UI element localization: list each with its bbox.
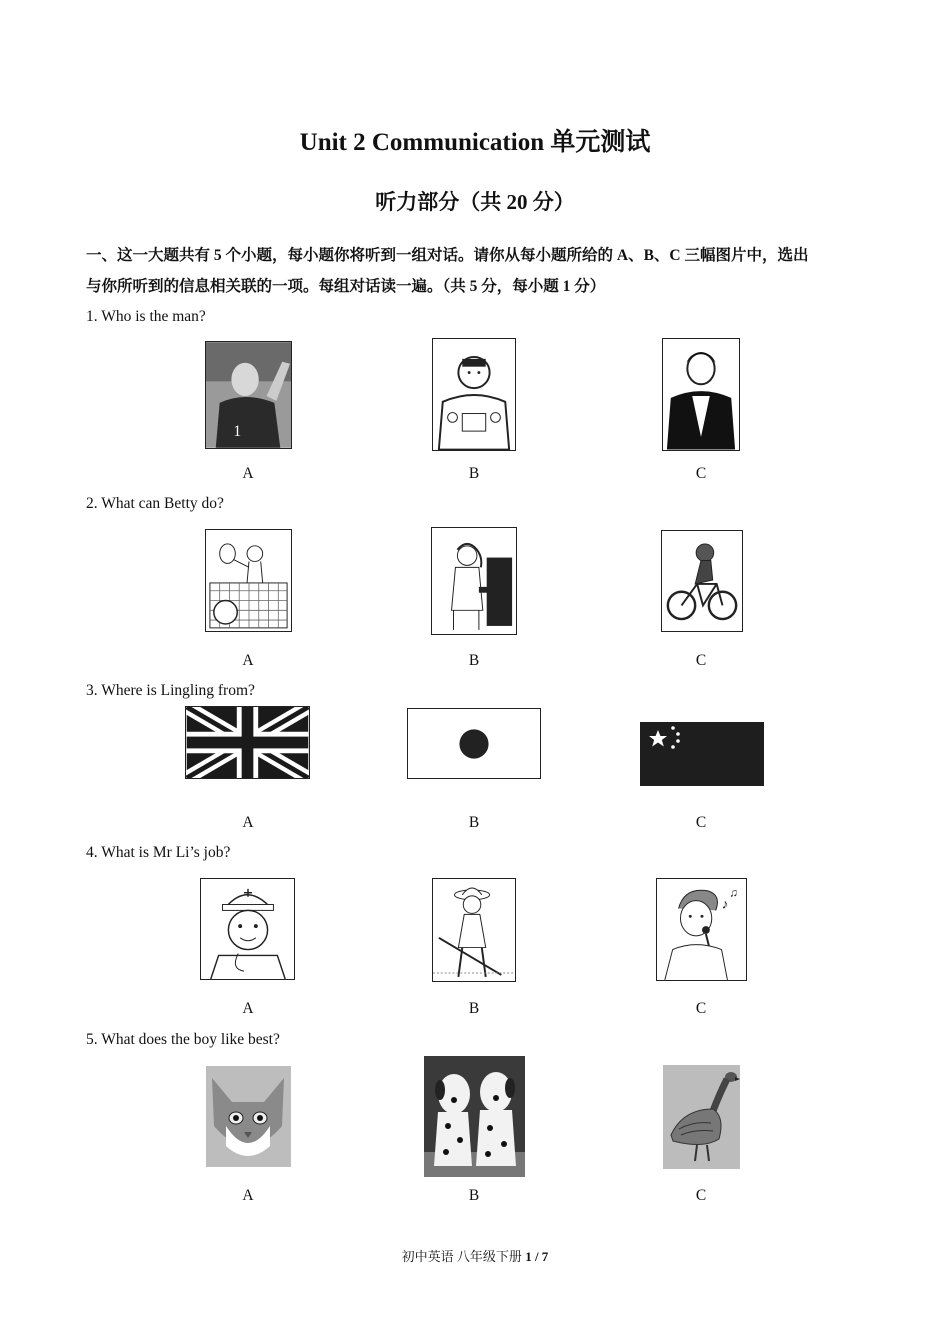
farmer-image[interactable]: [432, 878, 516, 982]
option-label: C: [695, 1000, 707, 1017]
option-label: C: [695, 814, 707, 831]
option-label: B: [468, 1000, 480, 1017]
option-label: A: [242, 652, 254, 669]
question-2: 2. What can Betty do?: [86, 495, 224, 512]
soccer-player-image[interactable]: [205, 341, 292, 449]
page-title: Unit 2 Communication 单元测试: [299, 129, 651, 156]
page-footer: [0, 1246, 950, 1265]
dogs-image[interactable]: [424, 1056, 525, 1177]
instruction-line-1: 一、这一大题共有 5 个小题，每小题你将听到一组对话。请你从每小题所给的 A、B、C 三幅图片中，选出: [86, 247, 809, 264]
svg-text:♪: ♪: [721, 896, 729, 912]
instruction-line-2: 与你所听到的信息相关联的一项。每组对话读一遍。（共 5 分，每小题 1 分）: [86, 278, 606, 295]
question-1: 1. Who is the man?: [86, 308, 206, 325]
footer-text: 初中英语 八年级下册: [401, 1249, 526, 1264]
option-label: C: [695, 1187, 707, 1204]
svg-text:1: 1: [233, 423, 242, 441]
option-label: C: [695, 465, 707, 482]
option-label: B: [468, 465, 480, 482]
svg-text:♫: ♫: [729, 886, 739, 900]
option-label: C: [695, 652, 707, 669]
astronaut-image[interactable]: [432, 338, 516, 451]
bike-image[interactable]: [661, 530, 743, 632]
japan-flag-image[interactable]: [407, 708, 541, 779]
option-label: A: [242, 814, 254, 831]
option-label: A: [242, 1000, 254, 1017]
option-label: A: [242, 1187, 254, 1204]
uk-flag-image[interactable]: [185, 706, 310, 779]
section-title: 听力部分（共 20 分）: [375, 190, 575, 214]
cat-image[interactable]: [206, 1066, 291, 1167]
option-label: A: [242, 465, 254, 482]
question-5: 5. What does the boy like best?: [86, 1031, 280, 1048]
tennis-image[interactable]: [205, 529, 292, 632]
young-man-image[interactable]: [662, 338, 740, 451]
doctor-image[interactable]: [200, 878, 295, 980]
option-label: B: [468, 1187, 480, 1204]
singer-image[interactable]: [656, 878, 747, 981]
china-flag-image[interactable]: [640, 722, 764, 786]
goose-image[interactable]: [663, 1065, 740, 1169]
question-4: 4. What is Mr Li’s job?: [86, 844, 231, 861]
option-label: B: [468, 652, 480, 669]
page-number: 1 / 7: [525, 1249, 549, 1264]
piano-image[interactable]: [431, 527, 517, 635]
question-3: 3. Where is Lingling from?: [86, 682, 255, 699]
option-label: B: [468, 814, 480, 831]
